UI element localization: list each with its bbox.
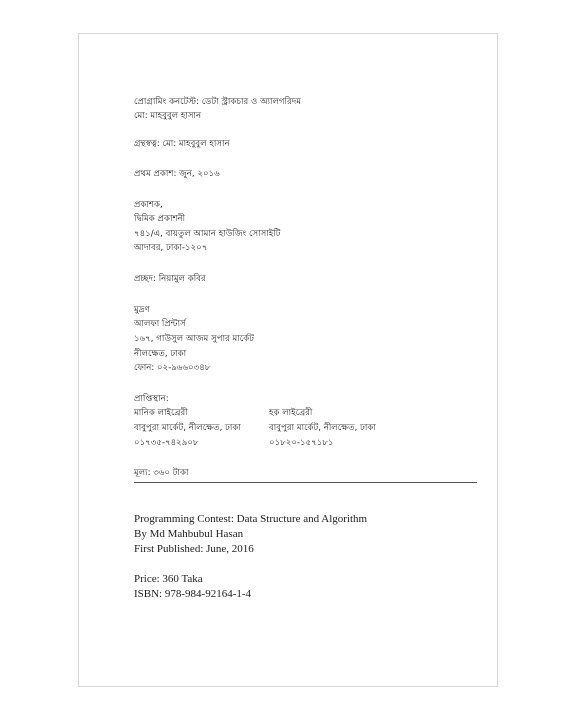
publisher-heading: প্রকাশক, — [134, 200, 163, 210]
bangla-price: মূল্য: ৩৬০ টাকা — [134, 468, 189, 478]
printer-heading: মুদ্রণ — [134, 305, 150, 315]
store-2-address: বাবুপুরা মার্কেট, নীলক্ষেত, ঢাকা — [269, 423, 376, 433]
publisher-address-1: ৭৪১/এ, বায়তুল আমান হাউজিং সোসাইটি — [134, 229, 281, 239]
printer-address-2: নীলক্ষেত, ঢাকা — [134, 349, 187, 359]
english-price: Price: 360 Taka — [134, 573, 203, 585]
english-author: By Md Mahbubul Hasan — [134, 528, 244, 540]
bangla-author: মো: মাহবুবুল হাসান — [134, 111, 202, 121]
printer-name: আলফা প্রিন্টার্স — [134, 319, 186, 329]
availability-heading: প্রাপ্তিস্থান: — [134, 394, 169, 404]
store-1-address: বাবুপুরা মার্কেট, নীলক্ষেত, ঢাকা — [134, 423, 241, 433]
publisher-address-2: আদাবর, ঢাকা-১২০৭ — [134, 243, 208, 253]
printer-address-1: ১৬৭, গাউসুল আজম সুপার মার্কেট — [134, 334, 254, 344]
english-title: Programming Contest: Data Structure and Algorithm — [134, 513, 368, 525]
publisher-name: দ্বিমিক প্রকাশনী — [134, 214, 186, 224]
bangla-book-title: প্রোগ্রামিং কনটেস্ট: ডেটা স্ট্রাকচার ও অ্যালগরিদম — [134, 97, 302, 107]
bangla-copyright: গ্রন্থস্বত্ব: মো: মাহবুবুল হাসান — [134, 139, 230, 149]
isbn: ISBN: 978-984-92164-1-4 — [134, 588, 252, 600]
divider-rule — [134, 482, 477, 483]
store-2-phone: ০১৮২০-১৫৭১৮১ — [269, 438, 334, 448]
store-1-name: মানিক লাইব্রেরী — [134, 408, 188, 418]
english-first-published: First Published: June, 2016 — [134, 543, 254, 555]
store-1-phone: ০১৭৩৫-৭৪২৯০৮ — [134, 438, 199, 448]
printer-phone: ফোন: ০২-৯৬৬০৩৪৮ — [134, 363, 211, 373]
store-2-name: হক লাইব্রেরী — [269, 408, 313, 418]
bangla-first-published: প্রথম প্রকাশ: জুন, ২০১৬ — [134, 169, 220, 179]
cover-designer: প্রচ্ছদ: নিয়ামুল কবির — [134, 274, 206, 284]
